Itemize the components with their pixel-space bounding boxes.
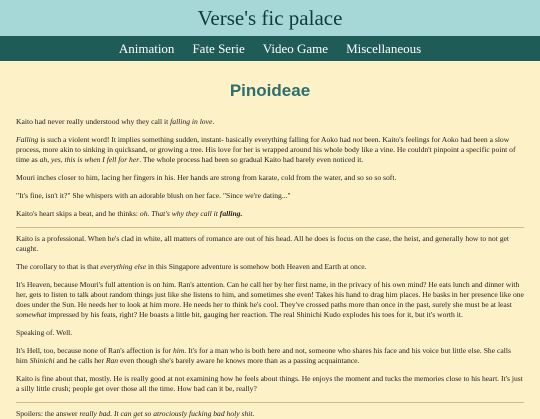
p2-text-3: . The whole process had been so gradual Kaito had barely even noticed it. xyxy=(139,155,364,164)
nav-item-animation[interactable]: Animation xyxy=(118,40,175,56)
p1-end: . xyxy=(212,117,215,126)
p1-emphasis: falling in love xyxy=(170,117,213,126)
p2-emphasis-3: ah, yes, this is when I fell for her xyxy=(39,155,140,164)
p12-text: Spoilers: the answer xyxy=(16,409,80,418)
nav-item-miscellaneous[interactable]: Miscellaneous xyxy=(346,40,422,56)
p2-text-2: been. Kaito's feelings for Aoko had been a slow process, more akin to sinking in quicksand, or growing a tree. His love for her is wrapped around his whole body like a vine. He couldn't pinpoint a specific point of time as xyxy=(16,135,516,164)
p2-emphasis-2: not xyxy=(352,135,363,144)
paragraph-10 xyxy=(16,346,524,366)
p5-text: Kaito's heart skips a beat, and he thinks: xyxy=(16,209,140,218)
p10-emphasis-3: Ran xyxy=(105,356,119,365)
site-header xyxy=(0,0,540,36)
p10-emphasis-2: Shinichi xyxy=(29,356,55,365)
paragraph-2 xyxy=(16,135,524,165)
p5-strong: falling. xyxy=(219,209,243,218)
nav-item-video-game[interactable]: Video Game xyxy=(262,40,329,56)
p10-text-4: even though she's barely aware he knows more than as a passing acquaintance. xyxy=(118,356,360,365)
p7-end: in this Singapore adventure is somehow both Heaven and Earth at once. xyxy=(146,262,367,271)
p10-text-3: and he calls her xyxy=(54,356,106,365)
paragraph-5 xyxy=(16,209,524,219)
p8-end: impressed by his feats, right? He boasts a little bit, gauging her reaction. The real Shinichi Kudo explodes his toes for it, but it's worth it. xyxy=(46,310,463,319)
paragraph-1 xyxy=(16,117,524,127)
paragraph-7 xyxy=(16,262,524,272)
p12-emphasis: really bad. It can get so atrociously fucking bad holy shit. xyxy=(79,409,255,418)
nav-item-fate-serie[interactable]: Fate Serie xyxy=(192,40,245,56)
paragraph-8 xyxy=(16,280,524,320)
p2-emphasis-1: Falling xyxy=(16,135,39,144)
paragraph-3: Mouri inches closer to him, lacing her fingers in his. Her hands are strong from karate, cold from the water, and so so so soft. xyxy=(16,173,397,182)
section-divider-1 xyxy=(16,227,524,228)
p2-text-1: is such a violent word! It implies something sudden, instant- basically everything falling for Aoko had xyxy=(38,135,353,144)
p1-text: Kaito had never really understood why they call it xyxy=(16,117,171,126)
paragraph-4: "It's fine, isn't it?" She whispers with an adorable blush on her face. "Since we're dating..." xyxy=(16,191,291,200)
p5-emphasis: oh. That's why they call it xyxy=(139,209,220,218)
story-content xyxy=(0,81,540,419)
paragraph-11: Kaito is fine about that, mostly. He is really good at not examining how he feels about things. He enjoys the moment and tucks the memories close to his heart. It's just a silly little crush; people get over those all the time. How bad can it be, really? xyxy=(16,374,523,393)
paragraph-6: Kaito is a professional. When he's clad in white, all matters of romance are out of his head. All he does is focus on the case, the heist, and generally how to not get caught. xyxy=(16,234,509,253)
main-nav xyxy=(0,36,540,61)
p7-text: The corollary to that is that xyxy=(16,262,101,271)
p10-text-2: . It's for a man who is both here and not, someone who shares his face and his voice but little else. She calls him xyxy=(16,346,511,365)
story-title: Pinoideae xyxy=(229,81,311,100)
site-title[interactable]: Verse's fic palace xyxy=(197,5,343,30)
paragraph-9: Speaking of. Well. xyxy=(16,328,73,337)
p10-text-1: It's Hell, too, because none of Ran's affection is for xyxy=(16,346,173,355)
section-divider-2 xyxy=(16,402,524,403)
p8-emphasis: somewhat xyxy=(16,310,47,319)
paragraph-12 xyxy=(16,409,524,419)
p8-text: It's Heaven, because Mouri's full attention is on him. Ran's attention. Can he call her by her first name, in the privacy of his own mind? He eats lunch and dinner with her, gets to listen to talk about random things just like she listens to him, and sometimes she even! Takes his hand to drag him places. He basks in her presence like one does under the Sun. He needs her to look at him more. He needs her to think he's cool. They've crossed paths more than once in the past, surely she must be at least xyxy=(16,280,524,309)
p10-emphasis-1: him xyxy=(172,346,185,355)
p7-emphasis: everything else xyxy=(100,262,147,271)
